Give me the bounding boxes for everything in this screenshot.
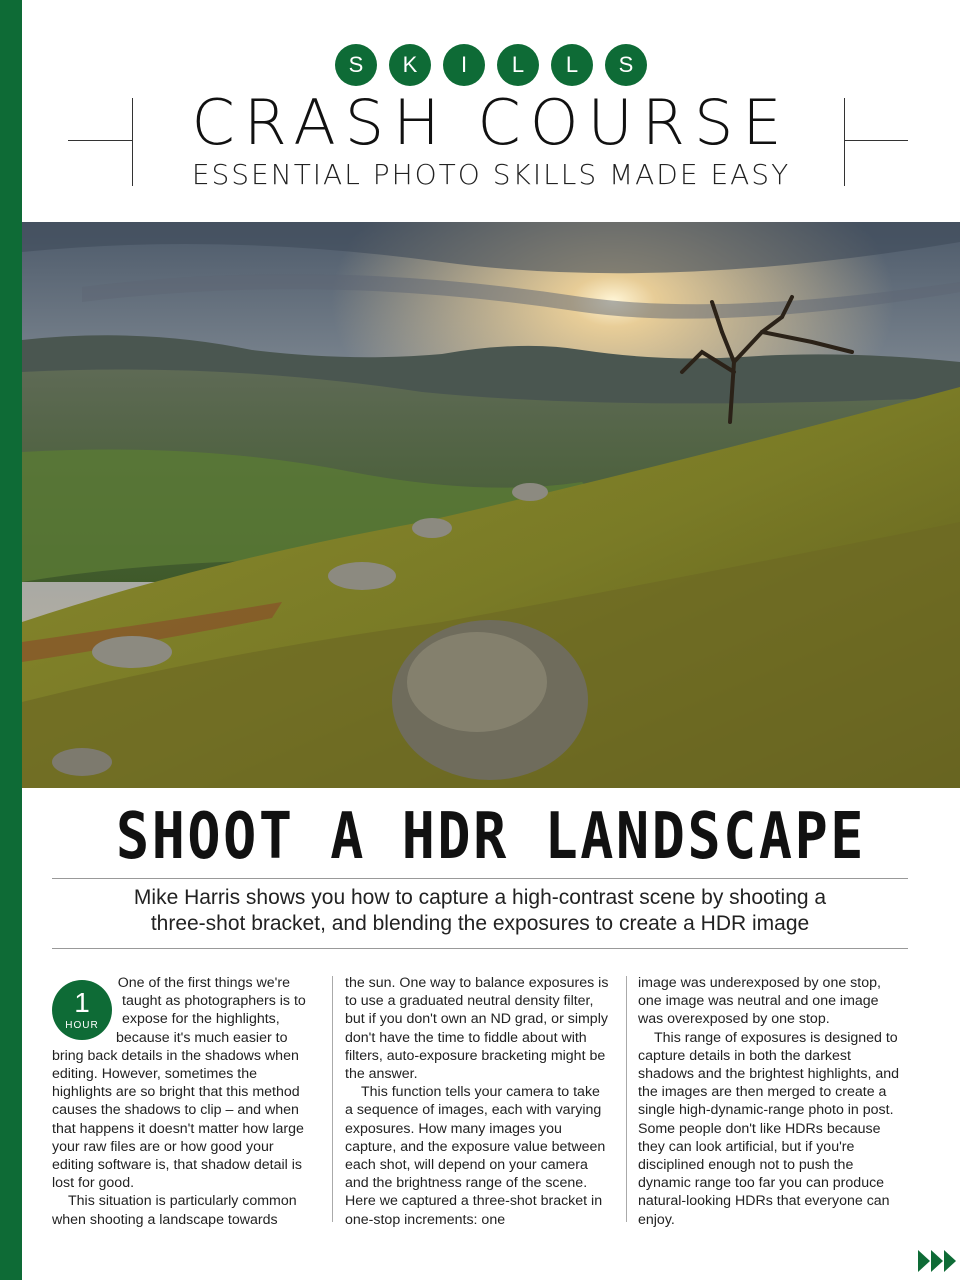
article-standfirst [52,885,908,937]
standfirst-rule-top [52,878,908,879]
col3-paragraph-2: This range of exposures is designed to capture details in both the darkest shadows and the brightest highlights, and the images are then merged to create a single high-dynamic-range photo in post. Some people don't like HDRs because they can look artificial, but if you're disciplined enough not to push the dynamic range too far you can produce natural-looking HDRs that everyone can enjoy. [638,1029,900,1228]
skills-letter-s: S [335,44,377,86]
col1-paragraph-2: This situation is particularly common when shooting a landscape towards [52,1193,297,1228]
standfirst-line-1: Mike Harris shows you how to capture a high-contrast scene by shooting a [133,886,827,909]
standfirst-rule-bottom [52,948,908,949]
skills-letter-l1: L [497,44,539,86]
time-badge-number: 1 [74,987,90,1018]
skills-letter-l2: L [551,44,593,86]
col3-paragraph-1: image was underexposed by one stop, one image was neutral and one image was overexposed by one stop. [638,975,881,1028]
time-badge-unit: HOUR [65,1020,99,1031]
section-subtitle: ESSENTIAL PHOTO SKILLS MADE EASY [191,158,791,191]
green-side-bar [0,0,22,1280]
hdr-landscape-photo [22,222,960,788]
skills-letter-k: K [389,44,431,86]
col2-paragraph-2: This function tells your camera to take a sequence of images, each with varying exposures. How many images you capture, and the exposure value between each shot, will depend on your camera and the brightness range of the scene. Here we captured a three-shot bracket in one-stop increments: one [345,1084,606,1228]
column-divider-2 [626,976,627,1222]
article-headline: SHOOT A HDR LANDSCAPE [115,800,867,874]
article-column-3 [638,974,904,1229]
section-header [22,0,960,222]
section-title: CRASH COURSE [191,86,791,159]
article-column-2 [345,974,611,1229]
skills-kicker [22,44,960,86]
standfirst-line-2: three-shot bracket, and blending the exposures to create a HDR image [150,912,810,935]
col1-paragraph-1: One of the first things we're taught as photographers is to expose for the highlights, because it's much easier to bring back details in the shadows when editing. However, sometimes the highlights are so bright that this method causes the shadows to clip – and when that happens it doesn't matter how large your raw files are or how good your editing software is, that shadow detail is lost for good. [52,975,306,1192]
skills-letter-s2: S [605,44,647,86]
article-column-1 [52,974,318,1229]
skills-letter-i: I [443,44,485,86]
triple-chevron-right-icon[interactable] [916,1248,960,1274]
time-badge [52,980,112,1040]
col2-paragraph-1: the sun. One way to balance exposures is to use a graduated neutral density filter, but if you don't own an ND grad, or simply don't have the time to fiddle about with filters, auto-exposure bracketing might be the answer. [345,975,609,1083]
column-divider-1 [332,976,333,1222]
